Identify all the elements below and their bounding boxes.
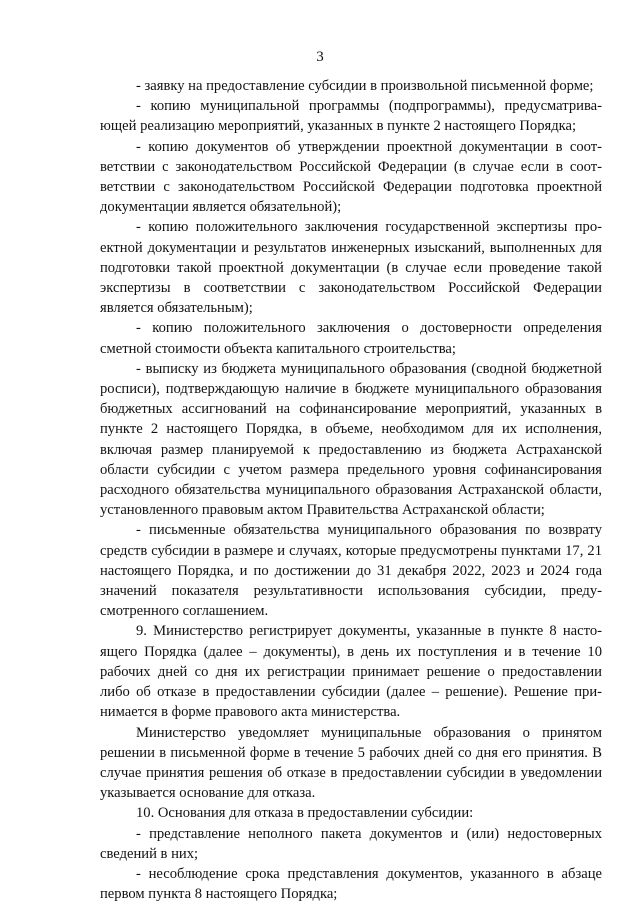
page-number: 3 xyxy=(316,49,324,65)
document-body xyxy=(100,76,602,904)
paragraph-municipal-program: - копию муниципальной программы (подпрограммы), предусматривающей реализацию мероприятий, указанных в пункте 2 настоящего Порядка; xyxy=(100,98,602,135)
paragraph-section-9: 9. Министерство регистрирует документы, указанные в пункте 8 настоящего Порядка (далее – документы), в день их поступления и в течение 10 рабочих дней со дня их регистрации принимает решение о предоставлении либо об отказе в предоставлении субсидии (далее – решение). Решение принимается в форме правового акта министерства. xyxy=(100,623,602,721)
paragraph-refusal-incomplete: - представление неполного пакета документов и (или) недостоверных сведений в них; xyxy=(100,825,602,862)
paragraph-cost-reliability: - копию положительного заключения о достоверности определения сметной стоимости объекта капитального строительства; xyxy=(100,320,602,357)
paragraph-written-obligations: - письменные обязательства муниципального образования по возврату средств субсидии в размере и случаях, которые предусмотрены пунктами 17, 21 настоящего Порядка, и по достижении до 31 декабря 2022, 2023 и 2024 года значений показателя результативности использования субсидии, предусмотренного соглашением. xyxy=(100,522,602,620)
paragraph-project-documentation: - копию документов об утверждении проектной документации в соответствии с законодательством Российской Федерации (в случае если в соответствии с законодательством Российской Федерации подготовка проектной документации является обязательной); xyxy=(100,138,602,216)
paragraph-state-expertise: - копию положительного заключения государственной экспертизы проектной документации и результатов инженерных изысканий, выполненных для подготовки такой проектной документации (в случае если проведение такой экспертизы в соответствии с законодательством Российской Федерации является обязательным); xyxy=(100,219,602,317)
paragraph-budget-extract: - выписку из бюджета муниципального образования (сводной бюджетной росписи), подтверждающую наличие в бюджете муниципального образования бюджетных ассигнований на софинансирование мероприятий, указанных в пункте 2 настоящего Порядка, в объеме, необходимом для их исполнения, включая размер планируемой к предоставлению из бюджета Астраханской области субсидии с учетом размера предельного уровня софинансирования расходного обязательства муниципального образования Астраханской области, установленного правовым актом Правительства Астраханской области; xyxy=(100,360,602,519)
paragraph-application: - заявку на предоставление субсидии в произвольной письменной форме; xyxy=(136,78,594,94)
paragraph-refusal-deadline: - несоблюдение срока представления документов, указанного в абзаце первом пункта 8 настоящего Порядка; xyxy=(100,865,602,903)
paragraph-section-10-heading: 10. Основания для отказа в предоставлении субсидии: xyxy=(136,805,474,822)
paragraph-notification: Министерство уведомляет муниципальные образования о принятом решении в письменной форме в течение 5 рабочих дней со дня его принятия. В случае принятия решения об отказе в предоставлении субсидии в уведомлении указывается основание для отказа. xyxy=(100,724,602,802)
